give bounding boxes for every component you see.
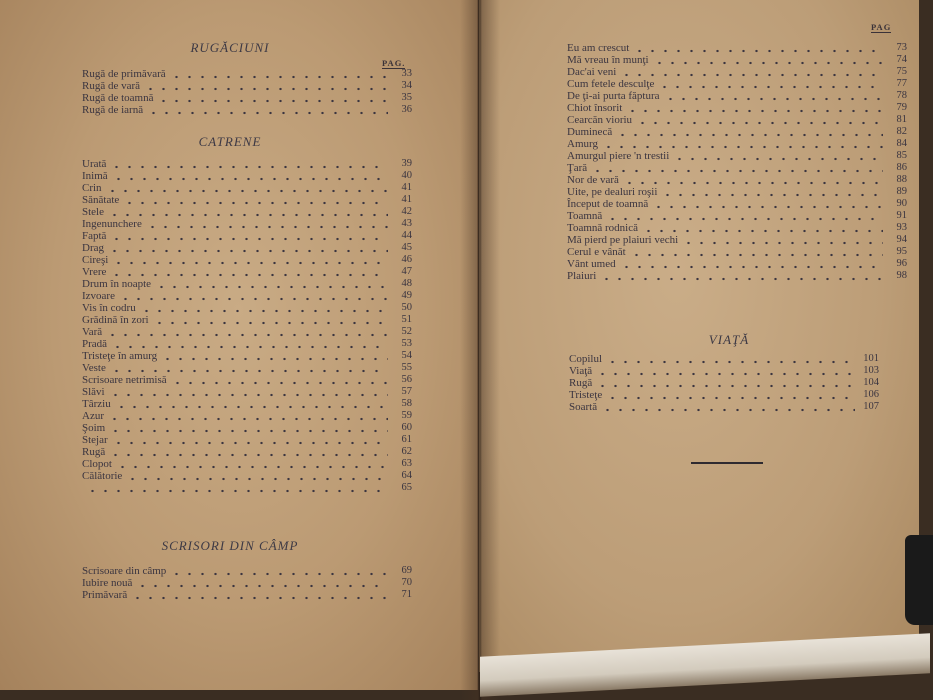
entry-page-number: 39 <box>401 158 412 169</box>
dot-leader <box>623 174 883 186</box>
entry-title: Azur <box>82 410 104 422</box>
entry-page-number: 84 <box>896 138 907 149</box>
entry-title: Drum în noapte <box>82 278 152 290</box>
entry-page-number: 98 <box>896 270 907 281</box>
entry-page-number: 58 <box>401 398 412 409</box>
dark-object <box>905 535 933 625</box>
toc-entry <box>567 114 907 126</box>
dot-leader <box>108 206 388 218</box>
entry-title: Toamnă rodnică <box>567 222 639 234</box>
entry-page-number: 36 <box>401 104 412 115</box>
toc-list-rugaciuni <box>82 68 412 116</box>
entry-title: Tristeţe în amurg <box>82 350 158 362</box>
toc-entry <box>82 434 412 446</box>
dot-leader <box>108 242 388 254</box>
toc-entry <box>82 362 412 374</box>
entry-title: Faptă <box>82 230 107 242</box>
dot-leader <box>126 470 388 482</box>
entry-title: Izvoare <box>82 290 115 302</box>
toc-entry <box>82 589 412 601</box>
entry-page-number: 33 <box>401 68 412 79</box>
dot-leader <box>123 194 388 206</box>
entry-title: Drag <box>82 242 104 254</box>
entry-title: Pradă <box>82 338 108 350</box>
entry-page-number: 63 <box>401 458 412 469</box>
dot-leader <box>155 278 388 290</box>
toc-entry <box>82 290 412 302</box>
entry-page-number: 45 <box>401 242 412 253</box>
toc-entry <box>567 90 907 102</box>
entry-title: Mă pierd pe plaiuri vechi <box>567 234 679 246</box>
dot-leader <box>606 210 883 222</box>
entry-title: Rugă de toamnă <box>82 92 154 104</box>
entry-page-number: 65 <box>401 482 412 493</box>
entry-page-number: 75 <box>896 66 907 77</box>
toc-entry <box>82 374 412 386</box>
dot-leader <box>606 389 855 401</box>
dot-leader <box>673 150 883 162</box>
entry-page-number: 35 <box>401 92 412 103</box>
entry-page-number: 54 <box>401 350 412 361</box>
entry-page-number: 88 <box>896 174 907 185</box>
toc-list-poems <box>567 42 907 282</box>
toc-entry <box>567 174 907 186</box>
entry-title: Soartă <box>569 401 598 413</box>
entry-page-number: 42 <box>401 206 412 217</box>
toc-entry <box>82 278 412 290</box>
entry-page-number: 79 <box>896 102 907 113</box>
toc-entry <box>567 54 907 66</box>
entry-title: Rugă <box>82 446 106 458</box>
end-rule <box>691 462 763 464</box>
toc-entry <box>82 314 412 326</box>
section-title-viata: VIAŢĂ <box>708 332 750 347</box>
page-column-label: PAG. <box>382 58 406 68</box>
entry-title: Chiot însorit <box>567 102 623 114</box>
dot-leader <box>661 186 883 198</box>
entry-title: Stejar <box>82 434 108 446</box>
entry-title: Urată <box>82 158 107 170</box>
dot-leader <box>111 338 388 350</box>
entry-title: Iubire nouă <box>82 577 133 589</box>
page-column-label: PAG <box>871 22 892 32</box>
entry-title: Vis în codru <box>82 302 136 314</box>
dot-leader <box>170 68 388 80</box>
toc-entry <box>82 242 412 254</box>
entry-page-number: 47 <box>401 266 412 277</box>
dot-leader <box>112 254 388 266</box>
entry-title: Rugă de primăvară <box>82 68 166 80</box>
entry-page-number: 107 <box>863 401 879 412</box>
dot-leader <box>147 104 388 116</box>
dot-leader <box>106 326 388 338</box>
entry-page-number: 91 <box>896 210 907 221</box>
dot-leader <box>620 258 883 270</box>
entry-title: Scrisoare netrimisă <box>82 374 167 386</box>
toc-entry <box>569 353 879 365</box>
toc-entry <box>82 338 412 350</box>
entry-title: Şoim <box>82 422 106 434</box>
entry-title: Plaiuri <box>567 270 597 282</box>
entry-title: Slăvi <box>82 386 105 398</box>
entry-title: Început de toamnă <box>567 198 649 210</box>
entry-page-number: 43 <box>401 218 412 229</box>
dot-leader <box>606 353 855 365</box>
toc-list-catrene <box>82 158 412 494</box>
entry-page-number: 71 <box>401 589 412 600</box>
dot-leader <box>109 446 388 458</box>
dot-leader <box>171 374 388 386</box>
dot-leader <box>601 401 855 413</box>
entry-title: Clopot <box>82 458 112 470</box>
entry-title: Cireşi <box>82 254 109 266</box>
entry-title: Rugă de vară <box>82 80 141 92</box>
entry-page-number: 46 <box>401 254 412 265</box>
dot-leader <box>633 42 883 54</box>
dot-leader <box>596 377 855 389</box>
entry-page-number: 95 <box>896 246 907 257</box>
entry-title: Duminecă <box>567 126 613 138</box>
toc-entry <box>567 66 907 78</box>
entry-title: Mă vreau în munţi <box>567 54 649 66</box>
book-gutter <box>460 0 500 700</box>
toc-entry <box>82 206 412 218</box>
entry-title: Uite, pe dealuri roşii <box>567 186 658 198</box>
toc-entry <box>82 68 412 80</box>
entry-title: Inimă <box>82 170 108 182</box>
toc-entry <box>82 170 412 182</box>
entry-page-number: 62 <box>401 446 412 457</box>
right-page <box>479 0 919 672</box>
entry-page-number: 44 <box>401 230 412 241</box>
dot-leader <box>170 565 388 577</box>
entry-page-number: 70 <box>401 577 412 588</box>
entry-title: Cum fetele desculţe <box>567 78 655 90</box>
dot-leader <box>110 266 388 278</box>
entry-page-number: 49 <box>401 290 412 301</box>
toc-list-scrisori <box>82 565 412 601</box>
entry-title: Copilul <box>569 353 603 365</box>
dot-leader <box>116 458 388 470</box>
dot-leader <box>596 365 855 377</box>
dot-leader <box>131 589 388 601</box>
entry-page-number: 94 <box>896 234 907 245</box>
entry-page-number: 41 <box>401 194 412 205</box>
dot-leader <box>626 102 883 114</box>
toc-entry <box>82 158 412 170</box>
dot-leader <box>653 54 883 66</box>
entry-title: Călătorie <box>82 470 123 482</box>
entry-page-number: 53 <box>401 338 412 349</box>
entry-page-number: 73 <box>896 42 907 53</box>
entry-title: Nor de vară <box>567 174 619 186</box>
toc-entry <box>567 246 907 258</box>
toc-entry <box>82 80 412 92</box>
toc-entry <box>82 577 412 589</box>
dot-leader <box>108 410 388 422</box>
entry-page-number: 81 <box>896 114 907 125</box>
dot-leader <box>109 422 388 434</box>
toc-entry <box>82 422 412 434</box>
entry-title: Vară <box>82 326 103 338</box>
entry-title: Rugă <box>569 377 593 389</box>
entry-page-number: 59 <box>401 410 412 421</box>
entry-title: Amurgul piere 'n trestii <box>567 150 670 162</box>
toc-entry <box>569 377 879 389</box>
dot-leader <box>602 138 883 150</box>
toc-entry <box>82 350 412 362</box>
entry-title: Rugă de iarnă <box>82 104 144 116</box>
entry-page-number: 60 <box>401 422 412 433</box>
entry-page-number: 89 <box>896 186 907 197</box>
toc-entry <box>567 270 907 282</box>
toc-entry <box>567 162 907 174</box>
toc-entry <box>567 102 907 114</box>
entry-title: Crin <box>82 182 102 194</box>
toc-entry <box>567 210 907 222</box>
toc-entry <box>82 194 412 206</box>
entry-title: De ţi-ai purta făptura <box>567 90 660 102</box>
entry-title: Ingenunchere <box>82 218 142 230</box>
entry-page-number: 55 <box>401 362 412 373</box>
dot-leader <box>110 158 388 170</box>
dot-leader <box>153 314 388 326</box>
toc-entry <box>567 138 907 150</box>
dot-leader <box>682 234 883 246</box>
entry-page-number: 106 <box>863 389 879 400</box>
toc-entry <box>567 42 907 54</box>
dot-leader <box>112 170 388 182</box>
entry-title: Toamnă <box>567 210 603 222</box>
toc-entry <box>82 410 412 422</box>
toc-entry <box>82 218 412 230</box>
entry-page-number: 77 <box>896 78 907 89</box>
entry-page-number: 40 <box>401 170 412 181</box>
entry-title: Eu am crescut <box>567 42 630 54</box>
entry-page-number: 93 <box>896 222 907 233</box>
entry-page-number: 103 <box>863 365 879 376</box>
entry-title: Viaţă <box>569 365 593 377</box>
entry-title: Scrisoare din câmp <box>82 565 167 577</box>
section-title-catrene: CATRENE <box>198 134 262 149</box>
entry-page-number: 56 <box>401 374 412 385</box>
entry-title: Vânt umed <box>567 258 616 270</box>
entry-page-number: 48 <box>401 278 412 289</box>
entry-title: Stele <box>82 206 104 218</box>
entry-title: Vrere <box>82 266 107 278</box>
toc-entry <box>567 78 907 90</box>
dot-leader <box>110 362 388 374</box>
entry-title: Primăvară <box>82 589 128 601</box>
dot-leader <box>652 198 883 210</box>
dot-leader <box>616 126 883 138</box>
toc-entry <box>82 254 412 266</box>
dot-leader <box>112 434 388 446</box>
toc-entry <box>82 565 412 577</box>
toc-entry <box>567 198 907 210</box>
dot-leader <box>664 90 883 102</box>
section-title-scrisori: SCRISORI DIN CÂMP <box>161 538 299 553</box>
toc-entry <box>82 470 412 482</box>
toc-entry <box>82 302 412 314</box>
toc-entry <box>82 326 412 338</box>
dot-leader <box>146 218 388 230</box>
dot-leader <box>110 230 388 242</box>
entry-page-number: 96 <box>896 258 907 269</box>
dot-leader <box>144 80 388 92</box>
dot-leader <box>591 162 883 174</box>
entry-title: Târziu <box>82 398 111 410</box>
dot-leader <box>658 78 883 90</box>
dot-leader <box>106 182 388 194</box>
dot-leader <box>140 302 388 314</box>
toc-list-viata <box>569 353 879 413</box>
toc-entry <box>82 458 412 470</box>
dot-leader <box>630 246 883 258</box>
entry-page-number: 90 <box>896 198 907 209</box>
entry-page-number: 34 <box>401 80 412 91</box>
toc-entry <box>82 482 412 494</box>
entry-page-number: 104 <box>863 377 879 388</box>
entry-title: Cearcăn vioriu <box>567 114 633 126</box>
entry-title: Dac'ai veni <box>567 66 617 78</box>
dot-leader <box>642 222 883 234</box>
toc-entry <box>82 92 412 104</box>
dot-leader <box>600 270 883 282</box>
dot-leader <box>136 577 388 589</box>
entry-page-number: 82 <box>896 126 907 137</box>
entry-page-number: 52 <box>401 326 412 337</box>
entry-page-number: 51 <box>401 314 412 325</box>
toc-entry <box>567 234 907 246</box>
toc-entry <box>567 150 907 162</box>
entry-page-number: 64 <box>401 470 412 481</box>
toc-entry <box>569 401 879 413</box>
toc-entry <box>567 126 907 138</box>
toc-entry <box>82 386 412 398</box>
dot-leader <box>157 92 388 104</box>
dot-leader <box>86 482 388 494</box>
entry-page-number: 50 <box>401 302 412 313</box>
dot-leader <box>115 398 388 410</box>
entry-page-number: 78 <box>896 90 907 101</box>
toc-entry <box>82 446 412 458</box>
toc-entry <box>82 182 412 194</box>
toc-entry <box>567 186 907 198</box>
toc-entry <box>567 258 907 270</box>
toc-entry <box>569 365 879 377</box>
entry-title: Cerul e vânăt <box>567 246 626 258</box>
dot-leader <box>620 66 883 78</box>
dot-leader <box>109 386 388 398</box>
entry-page-number: 41 <box>401 182 412 193</box>
entry-title: Amurg <box>567 138 598 150</box>
toc-entry <box>567 222 907 234</box>
dot-leader <box>161 350 388 362</box>
entry-page-number: 86 <box>896 162 907 173</box>
entry-page-number: 61 <box>401 434 412 445</box>
entry-page-number: 85 <box>896 150 907 161</box>
entry-page-number: 74 <box>896 54 907 65</box>
entry-page-number: 57 <box>401 386 412 397</box>
entry-title: Tristeţe <box>569 389 603 401</box>
entry-title: Ţară <box>567 162 588 174</box>
entry-title: Sănătate <box>82 194 120 206</box>
entry-page-number: 101 <box>863 353 879 364</box>
section-title-rugaciuni: RUGĂCIUNI <box>190 40 270 55</box>
entry-page-number: 69 <box>401 565 412 576</box>
toc-entry <box>82 266 412 278</box>
dot-leader <box>636 114 883 126</box>
entry-title: Grădină în zori <box>82 314 149 326</box>
toc-entry <box>82 230 412 242</box>
toc-entry <box>82 398 412 410</box>
dot-leader <box>119 290 388 302</box>
entry-title: Veste <box>82 362 106 374</box>
toc-entry <box>82 104 412 116</box>
toc-entry <box>569 389 879 401</box>
